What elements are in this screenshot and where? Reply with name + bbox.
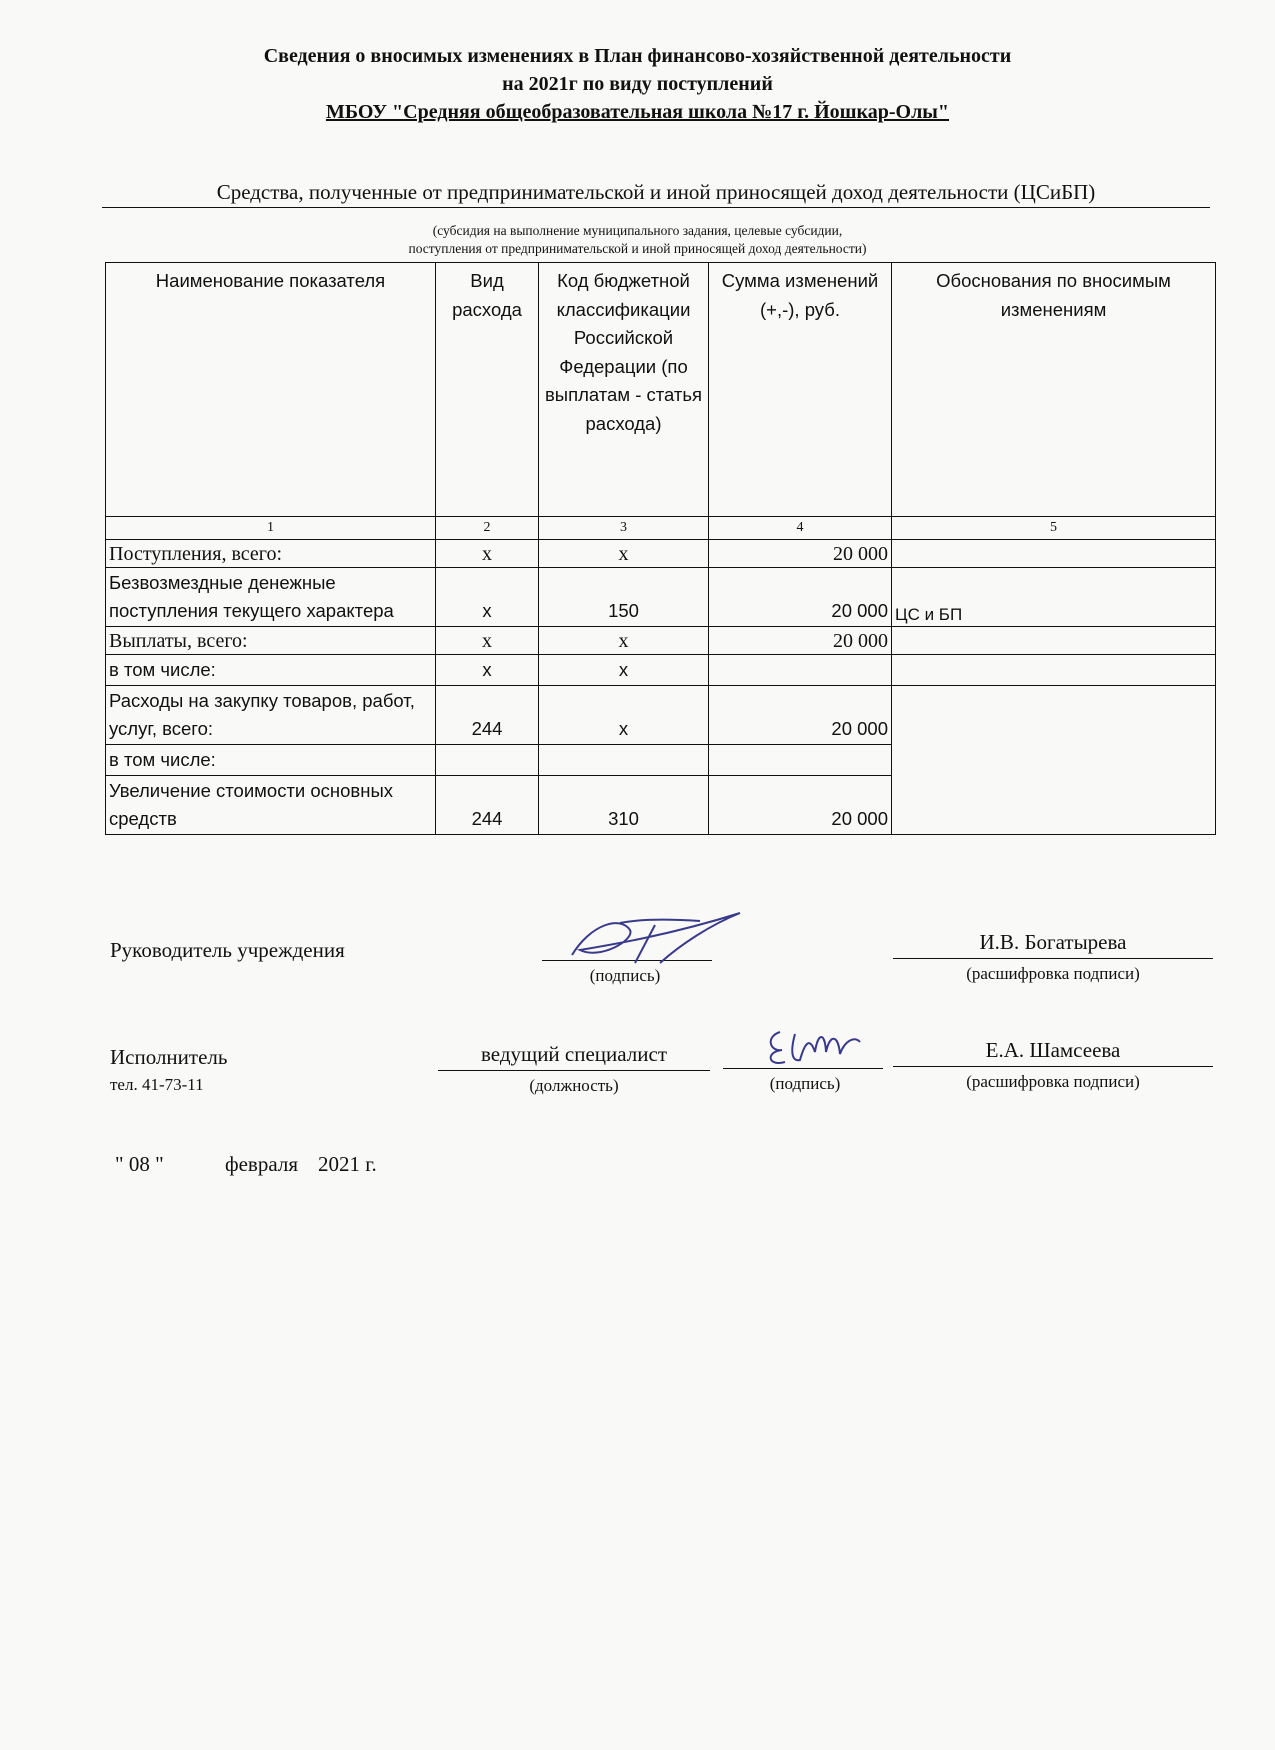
executor-position-line [438, 1070, 710, 1071]
row-sum: 20 000 [709, 686, 892, 745]
row-name: Выплаты, всего: [106, 627, 436, 655]
date-year: 2021 г. [318, 1152, 377, 1176]
column-number-row [106, 517, 1216, 540]
executor-phone: тел. 41-73-11 [110, 1075, 204, 1094]
executor-name-line [893, 1066, 1213, 1067]
row-code: 310 [539, 776, 709, 835]
row-code: х [539, 655, 709, 686]
row-basis [892, 655, 1216, 686]
row-kind: 244 [436, 776, 539, 835]
row-basis [892, 627, 1216, 655]
header-expense-type: Вид расхода [436, 263, 539, 517]
executor-position: ведущий специалист [481, 1042, 667, 1066]
row-name: Расходы на закупку товаров, работ, услуг, всего: [106, 686, 436, 745]
table-row [106, 540, 1216, 568]
row-code: х [539, 686, 709, 745]
table-row [106, 568, 1216, 627]
executor-name: Е.А. Шамсеева [985, 1038, 1121, 1062]
row-sum: 20 000 [709, 776, 892, 835]
doc-title-line3 [0, 98, 1275, 126]
row-kind: х [436, 627, 539, 655]
row-name: в том числе: [106, 745, 436, 776]
header-change-sum: Сумма изменений (+,-), руб. [709, 263, 892, 517]
doc-title-line1: Сведения о вносимых изменениях в План финансово-хозяйственной деятельности [263, 45, 1012, 67]
row-name: Увеличение стоимости основных средств [106, 776, 436, 835]
row-basis [892, 540, 1216, 568]
row-kind [436, 745, 539, 776]
executor-sign-caption: (подпись) [769, 1074, 841, 1093]
section-note-line1: (субсидия на выполнение муниципального задания, целевые субсидии, [432, 223, 843, 238]
changes-table [105, 262, 1216, 835]
table-row [106, 627, 1216, 655]
executor-signature-image [760, 1022, 870, 1072]
head-sign-caption: (подпись) [589, 966, 661, 985]
section-note-line2: поступления от предпринимательской и иной приносящей доход деятельности) [408, 241, 867, 256]
row-sum [709, 655, 892, 686]
head-name: И.В. Богатырева [979, 930, 1127, 954]
header-indicator: Наименование показателя [106, 263, 436, 517]
col-number: 2 [436, 517, 539, 540]
row-name: Безвозмездные денежные поступления текущего характера [106, 568, 436, 627]
head-label: Руководитель учреждения [110, 938, 345, 962]
school-name: МБОУ "Средняя общеобразовательная школа №17 г. Йошкар-Олы" [325, 101, 950, 123]
row-name: в том числе: [106, 655, 436, 686]
col-number: 3 [539, 517, 709, 540]
row-basis: ЦС и БП [892, 568, 1216, 627]
executor-label: Исполнитель [110, 1045, 228, 1069]
col-number: 1 [106, 517, 436, 540]
executor-name-caption: (расшифровка подписи) [966, 1072, 1140, 1091]
row-code: х [539, 627, 709, 655]
col-number: 5 [892, 517, 1216, 540]
doc-title-line2: на 2021г по виду поступлений [502, 73, 773, 95]
row-kind: х [436, 568, 539, 627]
row-kind: 244 [436, 686, 539, 745]
table-row [106, 686, 1216, 745]
row-sum [709, 745, 892, 776]
date-day: " 08 " [115, 1152, 164, 1176]
row-code [539, 745, 709, 776]
col-number: 4 [709, 517, 892, 540]
row-code: 150 [539, 568, 709, 627]
executor-position-caption: (должность) [529, 1076, 619, 1095]
row-sum: 20 000 [709, 568, 892, 627]
row-basis [892, 686, 1216, 835]
header-basis: Обоснования по вносимым изменениям [892, 263, 1216, 517]
section-title: Средства, полученные от предпринимательской и иной приносящей доход деятельности (ЦСиБП) [102, 180, 1210, 208]
table-row [106, 655, 1216, 686]
row-name: Поступления, всего: [106, 540, 436, 568]
row-sum: 20 000 [709, 627, 892, 655]
row-kind: х [436, 540, 539, 568]
table-header-row [106, 263, 1216, 517]
row-kind: х [436, 655, 539, 686]
date-month: февраля [225, 1152, 298, 1176]
head-name-line [893, 958, 1213, 959]
head-signature-image [560, 905, 750, 975]
header-budget-code: Код бюджетной классификации Российской Федерации (по выплатам - статья расхода) [539, 263, 709, 517]
head-name-caption: (расшифровка подписи) [966, 964, 1140, 983]
row-sum: 20 000 [709, 540, 892, 568]
row-code: х [539, 540, 709, 568]
